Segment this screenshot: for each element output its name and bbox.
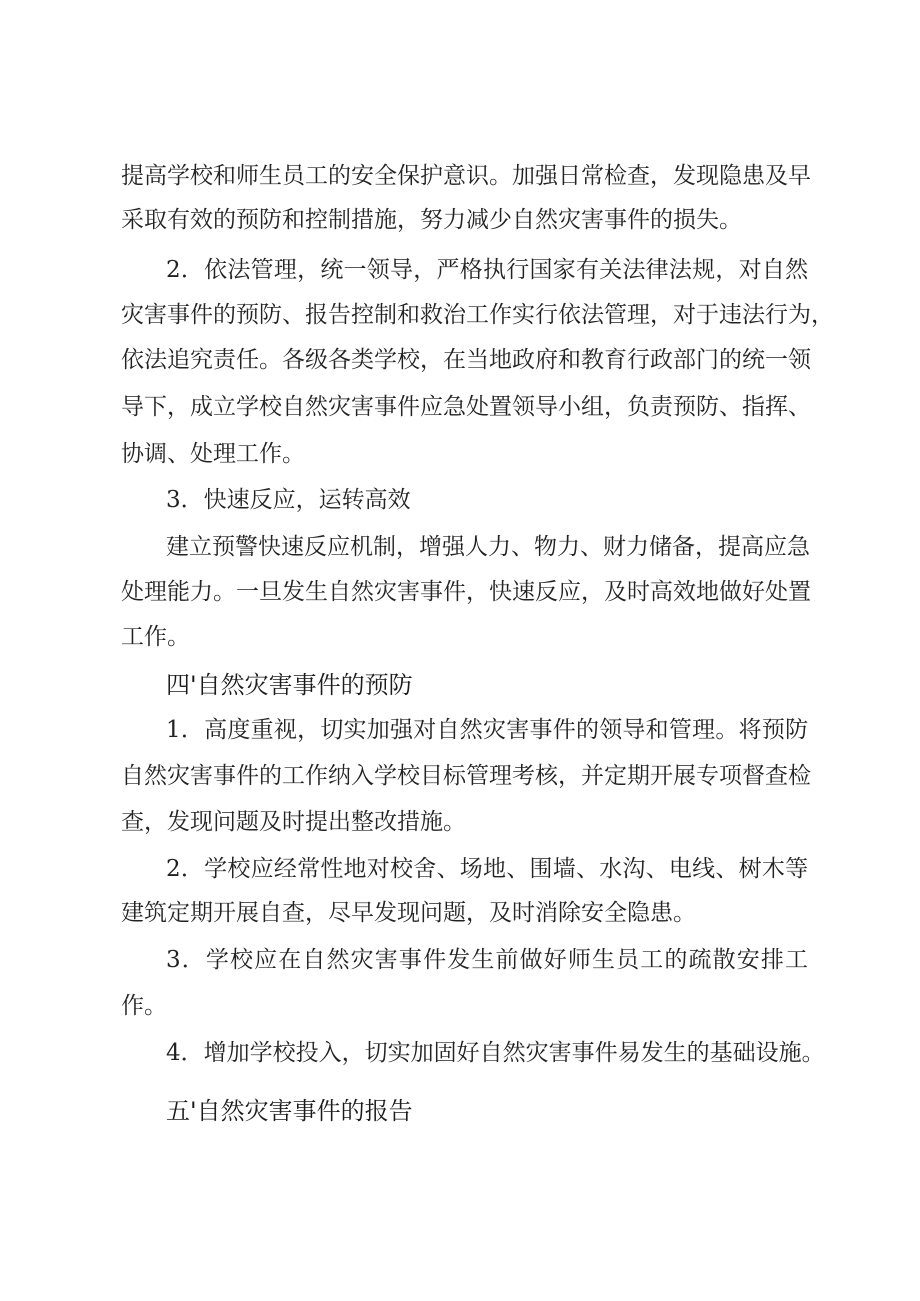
paragraph-line: 查，发现问题及时提出整改措施。 <box>121 809 466 835</box>
paragraph-line: 作。 <box>121 993 167 1019</box>
paragraph-line: 建筑定期开展自查，尽早发现问题，及时消除安全隐患。 <box>121 900 696 926</box>
section-heading: 五'自然灾害事件的报告 <box>166 1097 413 1125</box>
paragraph-line: 处理能力。一旦发生自然灾害事件，快速反应，及时高效地做好处置 <box>121 579 811 605</box>
paragraph-line: 2．依法管理，统一领导，严格执行国家有关法律法规，对自然 <box>166 257 809 283</box>
paragraph-line: 依法追究责任。各级各类学校，在当地政府和教育行政部门的统一领 <box>121 347 811 373</box>
paragraph-line: 3．学校应在自然灾害事件发生前做好师生员工的疏散安排工 <box>166 947 810 973</box>
section-heading: 四'自然灾害事件的预防 <box>166 671 413 699</box>
paragraph-line: 1．高度重视，切实加强对自然灾害事件的领导和管理。将预防 <box>166 717 809 743</box>
paragraph-line: 自然灾害事件的工作纳入学校目标管理考核，并定期开展专项督查检 <box>121 763 811 789</box>
paragraph-line: 4．增加学校投入，切实加固好自然灾害事件易发生的基础设施。 <box>166 1040 825 1066</box>
paragraph-line: 提高学校和师生员工的安全保护意识。加强日常检查，发现隐患及早 <box>121 163 811 189</box>
paragraph-line: 3．快速反应，运转高效 <box>166 487 411 513</box>
paragraph-line: 工作。 <box>121 624 190 650</box>
paragraph-line: 灾害事件的预防、报告控制和救治工作实行依法管理，对于违法行为， <box>121 302 834 328</box>
paragraph-line: 导下，成立学校自然灾害事件应急处置领导小组，负责预防、指挥、 <box>121 394 811 420</box>
paragraph-line: 建立预警快速反应机制，增强人力、物力、财力储备，提高应急 <box>166 534 810 560</box>
paragraph-line: 2．学校应经常性地对校舍、场地、围墙、水沟、电线、树木等 <box>166 856 809 882</box>
paragraph-line: 协调、处理工作。 <box>121 441 305 467</box>
paragraph-line: 采取有效的预防和控制措施，努力减少自然灾害事件的损失。 <box>121 207 742 233</box>
